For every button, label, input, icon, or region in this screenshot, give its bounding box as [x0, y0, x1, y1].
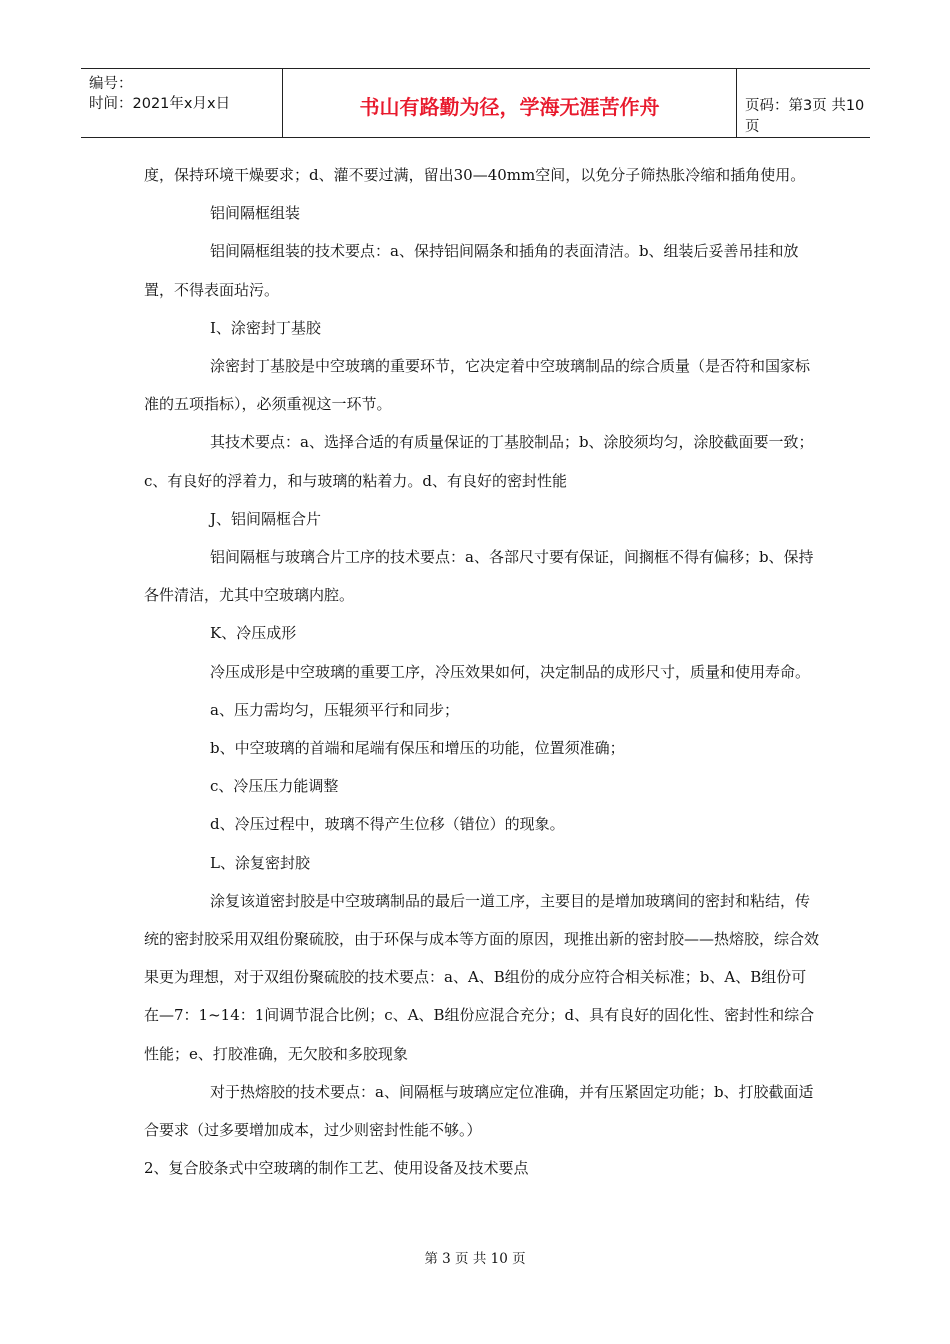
paragraph: 2、复合胶条式中空玻璃的制作工艺、使用设备及技术要点: [144, 1159, 529, 1178]
time-label: 时间：2021年x月x日: [89, 96, 231, 112]
paragraph: L、涂复密封胶: [210, 853, 310, 872]
header-page-cell: [737, 69, 870, 137]
paragraph: d、冷压过程中，玻璃不得产生位移（错位）的现象。: [210, 815, 565, 834]
paragraph: 涂密封丁基胶是中空玻璃的重要环节，它决定着中空玻璃制品的综合质量（是否符和国家标准的五项指标），必须重视这一环节。: [144, 357, 811, 414]
paragraph: 对于热熔胶的技术要点：a、间隔框与玻璃应定位准确，并有压紧固定功能；b、打胶截面适合要求（过多要增加成本，过少则密封性能不够。）: [144, 1082, 814, 1140]
paragraph: K、冷压成形: [210, 624, 297, 643]
page-header: [81, 68, 870, 138]
paragraph: a、压力需均匀，压辊须平行和同步；: [210, 700, 459, 719]
paragraph: 涂复该道密封胶是中空玻璃制品的最后一道工序，主要目的是增加玻璃间的密封和粘结，传统的密封胶采用双组份聚硫胶，由于环保与成本等方面的原因，现推出新的密封胶——热熔胶，综合效果更为理想，对于双组份聚硫胶的技术要点：a、A、B组份的成分应符合相关标准；b、A、B组份可在—7：1~14：1间调节混合比例；c、A、B组份应混合充分；d、具有良好的固化性、密封性和综合性能；e、打胶准确，无欠胶和多胶现象: [144, 891, 820, 1063]
paragraph: 其技术要点：a、选择合适的有质量保证的丁基胶制品；b、涂胶须均匀，涂胶截面要一致；c、有良好的浮着力，和与玻璃的粘着力。d、有良好的密封性能: [144, 433, 814, 490]
paragraph: 铝间隔框组装: [210, 204, 301, 223]
paragraph: 冷压成形是中空玻璃的重要工序，冷压效果如何，决定制品的成形尺寸，质量和使用寿命。: [210, 662, 811, 681]
paragraph: 铝间隔框与玻璃合片工序的技术要点：a、各部尺寸要有保证，间搁框不得有偏移；b、保持各件清洁，尤其中空玻璃内腔。: [144, 548, 814, 605]
paragraph: I、涂密封丁基胶: [210, 318, 321, 337]
document-body: [144, 156, 820, 1187]
serial-label: 编号：: [89, 76, 133, 92]
page-footer: 第 3 页 共 10 页: [424, 1251, 526, 1267]
paragraph: b、中空玻璃的首端和尾端有保压和增压的功能，位置须准确；: [210, 739, 625, 758]
paragraph: 度，保持环境干燥要求；d、灌不要过满，留出30—40mm空间，以免分子筛热胀冷缩和插角使用。: [144, 166, 806, 184]
header-motto-cell: [283, 69, 737, 137]
header-info-cell: [81, 69, 283, 137]
paragraph: c、冷压压力能调整: [210, 777, 339, 796]
motto: 书山有路勤为径，学海无涯苦作舟: [359, 95, 660, 119]
header-page-label: 页码：第3页 共10页: [745, 98, 865, 135]
paragraph: J、铝间隔框合片: [210, 509, 322, 528]
paragraph: 铝间隔框组装的技术要点：a、保持铝间隔条和插角的表面清洁。b、组装后妥善吊挂和放置，不得表面玷污。: [144, 242, 799, 299]
